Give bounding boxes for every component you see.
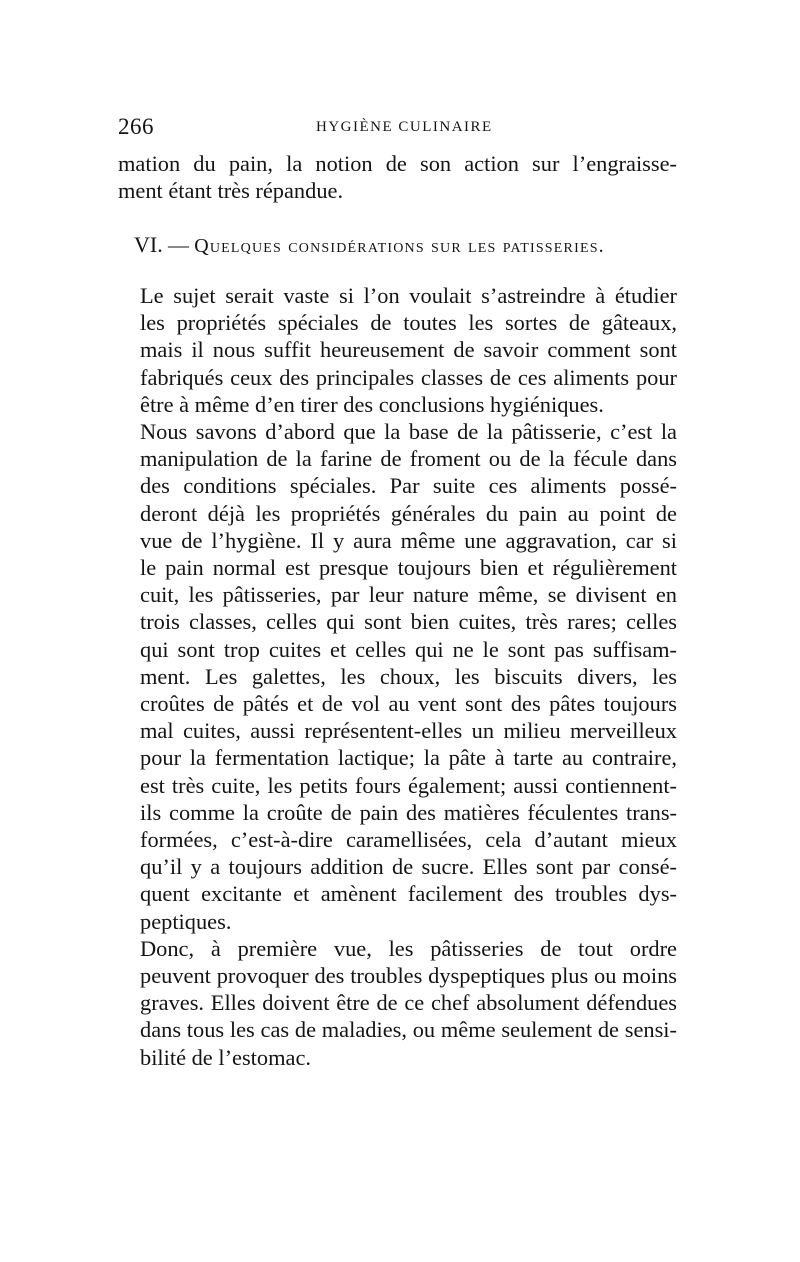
text-line: des conditions spéciales. Par suite ces aliments possé- [140, 473, 677, 499]
text-line: vue de l’hygiène. Il y aura même une aggravation, car si [140, 527, 677, 553]
text-line: mais il nous suffit heureusement de savoir comment sont [140, 337, 677, 363]
text-line: mal cuites, aussi représentent-elles un milieu merveilleux [140, 718, 677, 744]
text-line: croûtes de pâtés et de vol au vent sont des pâtes toujours [140, 691, 677, 717]
text-line: ment. Les galettes, les choux, les biscuits divers, les [140, 663, 677, 689]
text-line: le pain normal est presque toujours bien et régulièrement [140, 555, 677, 581]
intro-paragraph [118, 150, 677, 204]
paragraph [118, 418, 677, 935]
text-line: manipulation de la farine de froment ou de la fécule dans [140, 446, 677, 472]
section-dash: — [167, 233, 189, 257]
text-line: Donc, à première vue, les pâtisseries de tout ordre [140, 935, 677, 961]
text-line: ment étant très répandue. [118, 178, 344, 204]
text-line: trois classes, celles qui sont bien cuites, très rares; celles [140, 609, 677, 635]
running-header [118, 114, 678, 144]
section-body [118, 282, 677, 1071]
text-line: pour la fermentation lactique; la pâte à tarte au contraire, [140, 745, 677, 771]
paragraph [118, 282, 677, 418]
text-line: cuit, les pâtisseries, par leur nature même, se divisent en [140, 582, 677, 608]
text-line: graves. Elles doivent être de ce chef absolument défendues [140, 990, 677, 1016]
text-line: bilité de l’estomac. [140, 1044, 311, 1070]
text-line: qui sont trop cuites et celles qui ne le sont pas suffisam- [140, 636, 677, 662]
text-line: peuvent provoquer des troubles dyspeptiques plus ou moins [140, 963, 677, 989]
text-line: est très cuite, les petits fours également; aussi contiennent- [140, 772, 677, 798]
section-number: VI. [134, 232, 163, 257]
text-line: quent excitante et amènent facilement des troubles dys- [140, 881, 677, 907]
text-line: les propriétés spéciales de toutes les sortes de gâteaux, [140, 310, 677, 336]
text-line: fabriqués ceux des principales classes de ces aliments pour [140, 364, 677, 390]
text-line: être à même d’en tirer des conclusions hygiéniques. [140, 391, 604, 417]
text-line: qu’il y a toujours addition de sucre. Elles sont par consé- [140, 854, 677, 880]
text-line: Nous savons d’abord que la base de la pâtisserie, c’est la [140, 419, 677, 445]
text-line: dans tous les cas de maladies, ou même seulement de sensi- [140, 1017, 677, 1043]
running-title: HYGIÈNE CULINAIRE [316, 119, 493, 135]
text-line: Le sujet serait vaste si l’on voulait s’astreindre à étudier [140, 283, 677, 308]
text-line: peptiques. [140, 908, 232, 934]
section-heading [134, 232, 679, 258]
text-line: ils comme la croûte de pain des matières féculentes trans- [140, 799, 677, 825]
text-line: mation du pain, la notion de son action sur l’engraisse- [118, 151, 677, 176]
paragraph [118, 935, 677, 1071]
text-line: deront déjà les propriétés générales du pain au point de [140, 500, 677, 526]
section-title: Quelques considérations sur les patisseries. [194, 235, 605, 257]
text-line: formées, c’est-à-dire caramellisées, cela d’autant mieux [140, 827, 677, 853]
page-number: 266 [118, 114, 154, 139]
